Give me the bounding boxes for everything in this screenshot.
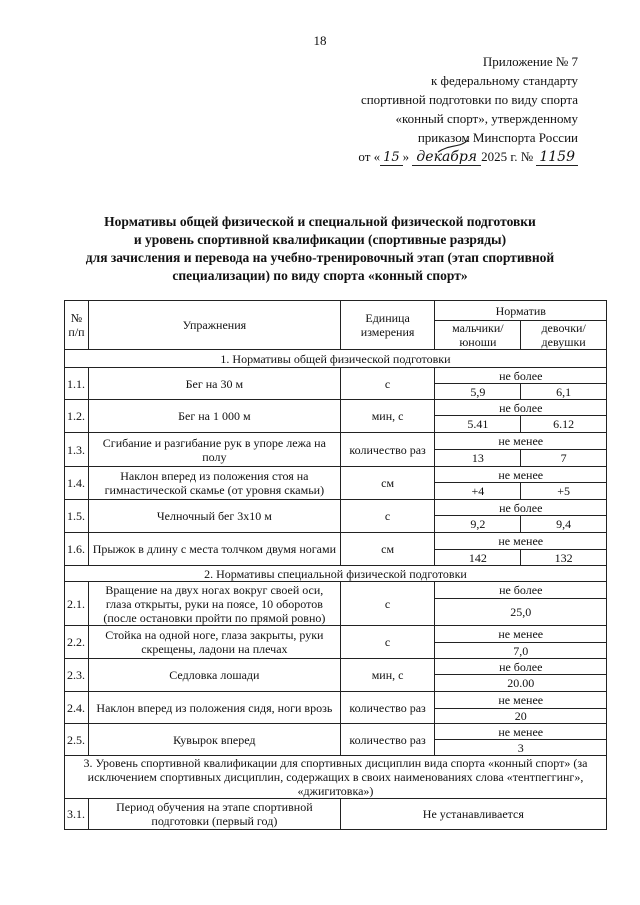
appendix-line-4: «конный спорт», утвержденному bbox=[395, 111, 578, 126]
row-condition: не менее bbox=[435, 467, 607, 483]
table-row bbox=[65, 659, 607, 675]
table-row bbox=[65, 533, 607, 550]
row-unit: количество раз bbox=[340, 724, 435, 756]
row-value-boys: 5.41 bbox=[435, 416, 521, 433]
row-number: 1.6. bbox=[65, 533, 89, 566]
date-year: 2025 г. № bbox=[481, 149, 534, 164]
row-condition: не менее bbox=[435, 626, 607, 643]
header-girls: девочки/ девушки bbox=[521, 321, 607, 350]
table-row bbox=[65, 724, 607, 740]
row-value-girls: 9,4 bbox=[521, 516, 607, 533]
row-number: 2.1. bbox=[65, 582, 89, 626]
row-unit: мин, с bbox=[340, 400, 435, 433]
row-condition: не более bbox=[435, 500, 607, 516]
table-row bbox=[65, 433, 607, 450]
row-exercise: Наклон вперед из положения стоя на гимнастической скамье (от уровня скамьи) bbox=[89, 467, 341, 500]
row-exercise: Сгибание и разгибание рук в упоре лежа на полу bbox=[89, 433, 341, 467]
table-row bbox=[65, 368, 607, 384]
row-condition: не более bbox=[435, 582, 607, 599]
section-3-title: 3. Уровень спортивной квалификации для спортивных дисциплин вида спорта «конный спорт» (за исключением спортивных дисциплин, содержащих в своих наименованиях слова «тентпеггинг», «джигитовка») bbox=[65, 756, 607, 799]
section-2-title: 2. Нормативы специальной физической подготовки bbox=[65, 566, 607, 582]
row-condition: не более bbox=[435, 368, 607, 384]
row-unit: количество раз bbox=[340, 433, 435, 467]
row-unit: с bbox=[340, 582, 435, 626]
date-prefix: от « bbox=[358, 149, 381, 164]
row-condition: не менее bbox=[435, 692, 607, 709]
row-number: 1.3. bbox=[65, 433, 89, 467]
row-number: 3.1. bbox=[65, 799, 89, 830]
row-exercise: Кувырок вперед bbox=[89, 724, 341, 756]
row-exercise: Вращение на двух ногах вокруг своей оси, глаза открыты, руки на поясе, 10 оборотов (после остановки пройти по прямой ровно) bbox=[89, 582, 341, 626]
section-1-title: 1. Нормативы общей физической подготовки bbox=[65, 350, 607, 368]
date-month: декабря bbox=[412, 149, 481, 166]
row-value-boys: +4 bbox=[435, 483, 521, 500]
row-exercise: Период обучения на этапе спортивной подготовки (первый год) bbox=[89, 799, 341, 830]
title-line-1: Нормативы общей физической и специальной физической подготовки bbox=[104, 214, 536, 229]
title-line-2: и уровень спортивной квалификации (спортивные разряды) bbox=[133, 232, 507, 247]
page-number: 18 bbox=[313, 33, 327, 48]
row-number: 1.1. bbox=[65, 368, 89, 400]
appendix-line-2: к федеральному стандарту bbox=[430, 73, 578, 88]
section-row bbox=[65, 350, 607, 368]
row-value: Не устанавливается bbox=[340, 799, 606, 830]
row-number: 2.3. bbox=[65, 659, 89, 692]
row-exercise: Бег на 1 000 м bbox=[89, 400, 341, 433]
row-exercise: Наклон вперед из положения сидя, ноги врозь bbox=[89, 692, 341, 724]
row-value-boys: 9,2 bbox=[435, 516, 521, 533]
section-row bbox=[65, 756, 607, 799]
row-exercise: Седловка лошади bbox=[89, 659, 341, 692]
row-exercise: Бег на 30 м bbox=[89, 368, 341, 400]
row-value: 20.00 bbox=[435, 675, 607, 692]
row-condition: не более bbox=[435, 659, 607, 675]
header-num: № п/п bbox=[65, 301, 89, 350]
row-value-girls: +5 bbox=[521, 483, 607, 500]
row-value-boys: 5,9 bbox=[435, 384, 521, 400]
table-row bbox=[65, 400, 607, 416]
table-row bbox=[65, 467, 607, 483]
row-value-girls: 7 bbox=[521, 450, 607, 467]
row-exercise: Челночный бег 3х10 м bbox=[89, 500, 341, 533]
row-number: 1.4. bbox=[65, 467, 89, 500]
appendix-line-5: приказом Минспорта России bbox=[417, 130, 578, 145]
row-value: 25,0 bbox=[435, 599, 607, 626]
row-value: 7,0 bbox=[435, 643, 607, 659]
table-row bbox=[65, 582, 607, 599]
row-number: 2.2. bbox=[65, 626, 89, 659]
row-exercise: Стойка на одной ноге, глаза закрыты, руки скрещены, ладони на плечах bbox=[89, 626, 341, 659]
table-row bbox=[65, 692, 607, 709]
table-row bbox=[65, 626, 607, 643]
row-value: 20 bbox=[435, 709, 607, 724]
date-day: 15 bbox=[380, 150, 403, 166]
order-number: 1159 bbox=[536, 149, 578, 166]
header-norm: Норматив bbox=[435, 301, 607, 321]
norms-table bbox=[64, 300, 607, 830]
row-number: 1.2. bbox=[65, 400, 89, 433]
row-number: 2.5. bbox=[65, 724, 89, 756]
row-number: 2.4. bbox=[65, 692, 89, 724]
row-unit: количество раз bbox=[340, 692, 435, 724]
row-number: 1.5. bbox=[65, 500, 89, 533]
title-line-4: специализации) по виду спорта «конный спорт» bbox=[172, 268, 468, 283]
row-condition: не менее bbox=[435, 433, 607, 450]
row-value-girls: 6,1 bbox=[521, 384, 607, 400]
row-exercise: Прыжок в длину с места толчком двумя ногами bbox=[89, 533, 341, 566]
row-unit: см bbox=[340, 533, 435, 566]
row-value-girls: 132 bbox=[521, 550, 607, 566]
row-value-girls: 6.12 bbox=[521, 416, 607, 433]
table-row bbox=[65, 799, 607, 830]
row-condition: не менее bbox=[435, 724, 607, 740]
section-row bbox=[65, 566, 607, 582]
appendix-line-1: Приложение № 7 bbox=[482, 54, 578, 69]
header-unit: Единица измерения bbox=[340, 301, 435, 350]
title-line-3: для зачисления и перевода на учебно-тренировочный этап (этап спортивной bbox=[85, 250, 555, 265]
row-condition: не более bbox=[435, 400, 607, 416]
row-unit: с bbox=[340, 626, 435, 659]
row-unit: с bbox=[340, 368, 435, 400]
date-mid: » bbox=[402, 149, 410, 164]
table-row bbox=[65, 500, 607, 516]
order-date-line bbox=[300, 147, 578, 167]
appendix-header bbox=[300, 52, 578, 167]
header-boys: мальчики/ юноши bbox=[435, 321, 521, 350]
document-title bbox=[40, 213, 600, 285]
row-value-boys: 13 bbox=[435, 450, 521, 467]
row-value-boys: 142 bbox=[435, 550, 521, 566]
row-value: 3 bbox=[435, 740, 607, 756]
row-unit: мин, с bbox=[340, 659, 435, 692]
row-unit: с bbox=[340, 500, 435, 533]
appendix-line-3: спортивной подготовки по виду спорта bbox=[360, 92, 578, 107]
row-unit: см bbox=[340, 467, 435, 500]
header-exercise: Упражнения bbox=[89, 301, 341, 350]
norms-table-body bbox=[65, 350, 607, 830]
row-condition: не менее bbox=[435, 533, 607, 550]
